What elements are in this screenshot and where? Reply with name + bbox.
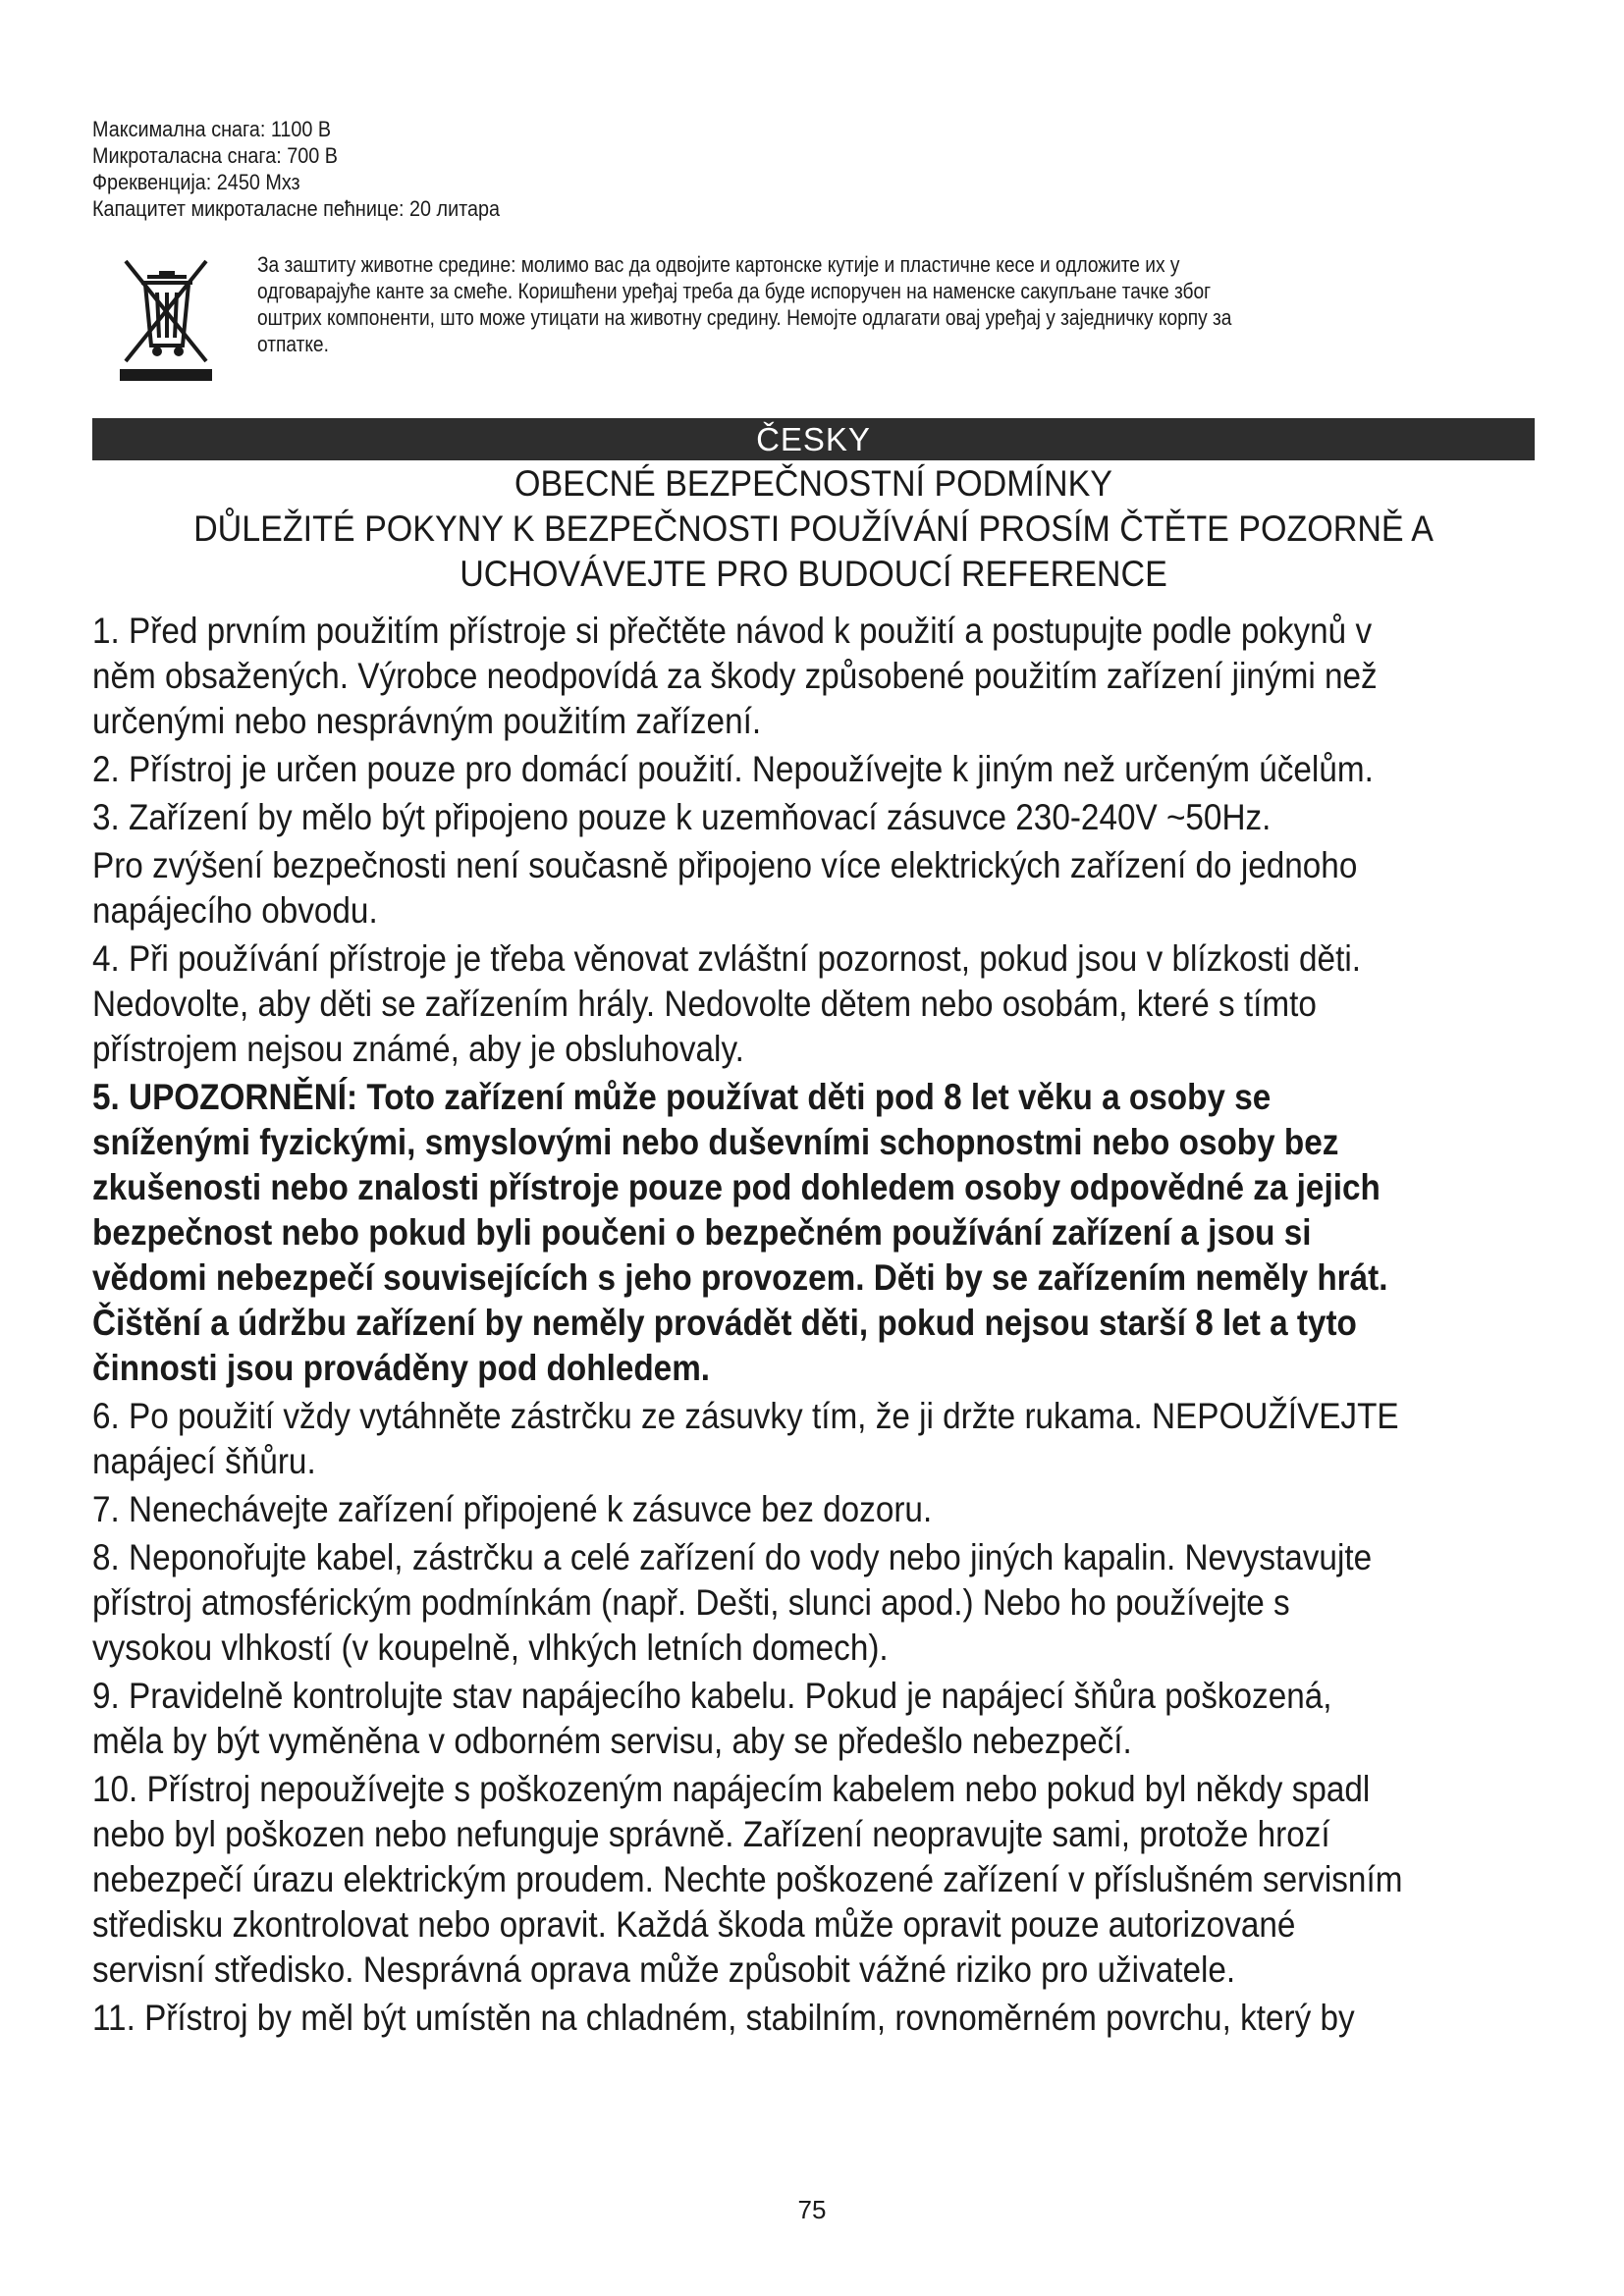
paragraph-line: 9. Pravidelně kontrolujte stav napájecího kabelu. Pokud je napájecí šňůra poškozená, — [92, 1676, 1332, 1716]
instruction-paragraph — [92, 1996, 1506, 2041]
paragraph-line: vědomi nebezpečí souvisejících s jeho provozem. Děti by se zařízením neměly hrát. — [92, 1257, 1388, 1298]
spec-frequency: Фреквенција: 2450 Мхз — [92, 170, 300, 194]
spec-max-power: Максимална снага: 1100 В — [92, 117, 332, 141]
paragraph-line: přístrojem nejsou známé, aby je obsluhovaly. — [92, 1029, 744, 1069]
instruction-paragraph — [92, 1767, 1506, 1993]
paragraph-line: přístroj atmosférickým podmínkám (např. Dešti, slunci apod.) Nebo ho používejte s — [92, 1582, 1290, 1623]
page-number: 75 — [797, 2195, 827, 2224]
instruction-paragraph — [92, 1674, 1506, 1764]
instruction-paragraph — [92, 747, 1506, 792]
paragraph-line: 4. Při používání přístroje je třeba věnovat zvláštní pozornost, pokud jsou v blízkosti děti. — [92, 938, 1361, 979]
instruction-paragraph — [92, 936, 1506, 1072]
paragraph-line: Pro zvýšení bezpečnosti není současně připojeno více elektrických zařízení do jednoho — [92, 845, 1358, 885]
section-subtitle-line: DŮLEŽITÉ POKYNY K BEZPEČNOSTI POUŽÍVÁNÍ PROSÍM ČTĚTE POZORNĚ A — [193, 508, 1434, 549]
instruction-paragraph — [92, 1394, 1506, 1484]
spec-capacity: Капацитет микроталасне пећнице: 20 литара — [92, 196, 501, 221]
paragraph-line: 2. Přístroj je určen pouze pro domácí použití. Nepoužívejte k jiným než určeným účelům. — [92, 749, 1374, 789]
environment-line: отпатке. — [257, 332, 329, 356]
paragraph-line: sníženými fyzickými, smyslovými nebo duševními schopnostmi nebo osoby bez — [92, 1122, 1339, 1162]
paragraph-line: 1. Před prvním použitím přístroje si přečtěte návod k použití a postupujte podle pokynů v — [92, 611, 1373, 651]
environment-line: оштрих компоненти, што може утицати на животну средину. Немојте одлагати овај уређај у заједничку корпу за — [257, 305, 1232, 330]
paragraph-line: činnosti jsou prováděny pod dohledem. — [92, 1348, 711, 1388]
paragraph-line: nebo byl poškozen nebo nefunguje správně. Zařízení neopravujte sami, protože hrozí — [92, 1814, 1330, 1854]
paragraph-line: středisku zkontrolovat nebo opravit. Každá škoda může opravit pouze autorizované — [92, 1904, 1296, 1945]
section-title: OBECNÉ BEZPEČNOSTNÍ PODMÍNKY — [514, 463, 1113, 504]
environment-line: одговарајуће канте за смеће. Коришћени уређај треба да буде испоручен на наменске сакупљане тачке због — [257, 279, 1212, 303]
paragraph-line: bezpečnost nebo pokud byli poučeni o bezpečném používání zařízení a jsou si — [92, 1212, 1312, 1253]
section-subtitle-line: UCHOVÁVEJTE PRO BUDOUCÍ REFERENCE — [460, 554, 1167, 594]
paragraph-line: napájecího obvodu. — [92, 890, 378, 931]
instruction-paragraph — [92, 795, 1506, 840]
crossed-out-wheeled-bin-icon — [118, 253, 214, 383]
paragraph-line: určenými nebo nesprávným použitím zařízení. — [92, 701, 762, 741]
specifications-list — [92, 116, 1400, 222]
paragraph-line: vysokou vlhkostí (v koupelně, vlhkých letních domech). — [92, 1628, 889, 1668]
paragraph-line: měla by být vyměněna v odborném servisu, aby se předešlo nebezpečí. — [92, 1721, 1132, 1761]
paragraph-line: servisní středisko. Nesprávná oprava může způsobit vážné riziko pro uživatele. — [92, 1949, 1236, 1990]
instruction-paragraph — [92, 609, 1506, 744]
paragraph-line: 6. Po použití vždy vytáhněte zástrčku ze zásuvky tím, že ji držte rukama. NEPOUŽÍVEJTE — [92, 1396, 1399, 1436]
paragraph-line: nebezpečí úrazu elektrickým proudem. Nechte poškozené zařízení v příslušném servisním — [92, 1859, 1403, 1899]
paragraph-line: Nedovolte, aby děti se zařízením hrály. Nedovolte dětem nebo osobám, které s tímto — [92, 984, 1317, 1024]
paragraph-line: zkušenosti nebo znalosti přístroje pouze pod dohledem osoby odpovědné za jejich — [92, 1167, 1380, 1207]
environment-notice — [257, 251, 1555, 357]
instruction-paragraph — [92, 843, 1506, 934]
language-header-bar: ČESKY — [92, 418, 1535, 460]
section-headings — [92, 461, 1535, 597]
safety-instructions — [92, 609, 1506, 2044]
spec-microwave-power: Микроталасна снага: 700 В — [92, 143, 338, 168]
paragraph-line: 5. UPOZORNĚNÍ: Toto zařízení může používat děti pod 8 let věku a osoby se — [92, 1077, 1272, 1117]
instruction-paragraph — [92, 1535, 1506, 1671]
paragraph-line: 10. Přístroj nepoužívejte s poškozeným napájecím kabelem nebo pokud byl někdy spadl — [92, 1769, 1371, 1809]
paragraph-line: napájecí šňůru. — [92, 1441, 316, 1481]
paragraph-line: něm obsažených. Výrobce neodpovídá za škody způsobené použitím zařízení jinými než — [92, 656, 1378, 696]
paragraph-line: 7. Nenechávejte zařízení připojené k zásuvce bez dozoru. — [92, 1489, 933, 1529]
paragraph-line: 8. Neponořujte kabel, zástrčku a celé zařízení do vody nebo jiných kapalin. Nevystavujte — [92, 1537, 1373, 1577]
paragraph-line: 3. Zařízení by mělo být připojeno pouze k uzemňovací zásuvce 230-240V ~50Hz. — [92, 797, 1272, 837]
warning-paragraph — [92, 1075, 1506, 1391]
environment-line: За заштиту животне средине: молимо вас да одвојите картонске кутије и пластичне кесе и одложите их у — [257, 252, 1180, 277]
instruction-paragraph — [92, 1487, 1506, 1532]
paragraph-line: Čištění a údržbu zařízení by neměly provádět děti, pokud nejsou starší 8 let a tyto — [92, 1303, 1357, 1343]
paragraph-line: 11. Přístroj by měl být umístěn na chladném, stabilním, rovnoměrném povrchu, který by — [92, 1998, 1355, 2038]
